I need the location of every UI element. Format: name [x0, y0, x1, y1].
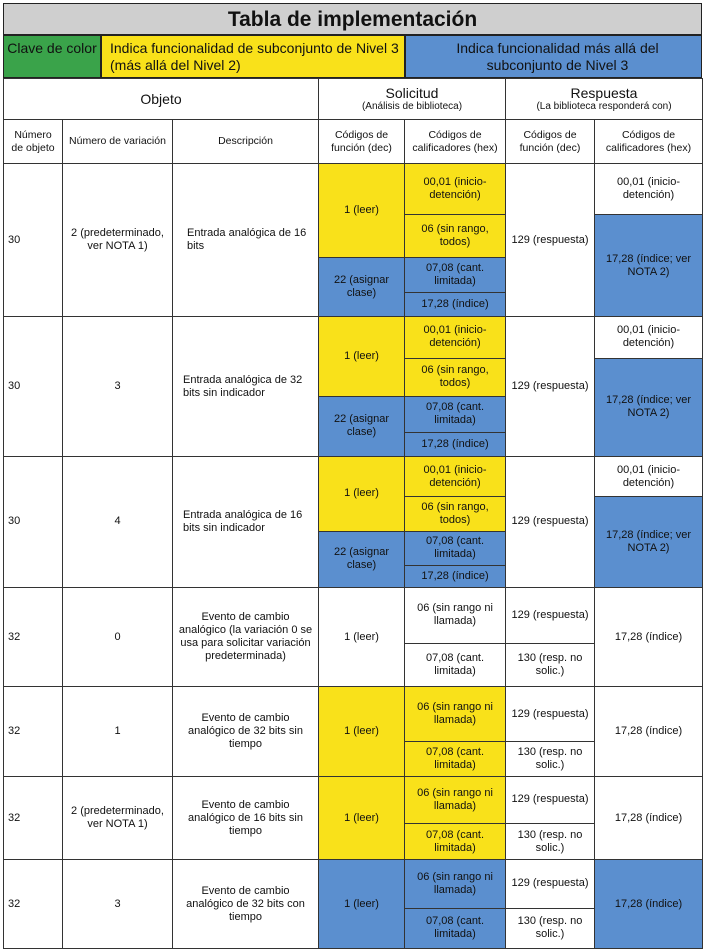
- header-req-qual: Códigos de calificadores (hex): [405, 120, 506, 164]
- cell-req-qual: 07,08 (cant. limitada): [405, 258, 506, 293]
- cell-var: 3: [63, 317, 173, 457]
- header-req-func: Códigos de función (dec): [319, 120, 405, 164]
- cell-resp-func: 129 (respuesta): [506, 687, 595, 741]
- implementation-table: [3, 78, 703, 949]
- cell-req-func: 1 (leer): [319, 317, 405, 396]
- header-descripcion: Descripción: [173, 120, 319, 164]
- cell-resp-func: 129 (respuesta): [506, 457, 595, 588]
- cell-req-qual: 06 (sin rango ni llamada): [405, 860, 506, 908]
- cell-req-qual: 07,08 (cant. limitada): [405, 908, 506, 948]
- cell-desc: Evento de cambio analógico (la variación 0 se usa para solicitar variación predeterminada): [173, 587, 319, 687]
- cell-req-qual: 07,08 (cant. limitada): [405, 741, 506, 776]
- cell-resp-qual: 17,28 (índice): [595, 587, 703, 687]
- cell-resp-func: 129 (respuesta): [506, 860, 595, 908]
- cell-req-qual: 17,28 (índice): [405, 432, 506, 456]
- cell-resp-func: 130 (resp. no solic.): [506, 824, 595, 860]
- header-solicitud-sub: (Análisis de biblioteca): [361, 100, 463, 112]
- header-num-variacion: Número de variación: [63, 120, 173, 164]
- cell-req-qual: 06 (sin rango, todos): [405, 214, 506, 257]
- cell-obj: 30: [4, 164, 63, 317]
- cell-desc: Evento de cambio analógico de 32 bits con tiempo: [173, 860, 319, 949]
- cell-req-qual: 06 (sin rango, todos): [405, 358, 506, 396]
- header-respuesta: [506, 79, 703, 120]
- cell-req-func: 1 (leer): [319, 164, 405, 258]
- cell-req-func: 1 (leer): [319, 457, 405, 531]
- cell-req-qual: 17,28 (índice): [405, 293, 506, 317]
- cell-desc: Evento de cambio analógico de 16 bits sin tiempo: [173, 776, 319, 859]
- cell-req-qual: 06 (sin rango ni llamada): [405, 776, 506, 823]
- cell-resp-qual: 17,28 (índice; ver NOTA 2): [595, 214, 703, 317]
- cell-resp-qual: 17,28 (índice): [595, 776, 703, 859]
- cell-req-qual: 00,01 (inicio-detención): [405, 317, 506, 358]
- cell-obj: 32: [4, 687, 63, 776]
- color-key-green: Clave de color: [3, 35, 101, 78]
- cell-req-func: 22 (asignar clase): [319, 531, 405, 587]
- header-objeto: Objeto: [4, 79, 319, 120]
- cell-req-qual: 07,08 (cant. limitada): [405, 396, 506, 432]
- cell-req-qual: 00,01 (inicio-detención): [405, 457, 506, 497]
- cell-obj: 32: [4, 587, 63, 687]
- cell-desc: Entrada analógica de 16 bits: [173, 164, 319, 317]
- cell-resp-qual: 17,28 (índice): [595, 860, 703, 949]
- cell-resp-func: 129 (respuesta): [506, 587, 595, 643]
- cell-desc: Evento de cambio analógico de 32 bits sin tiempo: [173, 687, 319, 776]
- cell-resp-qual: 17,28 (índice): [595, 687, 703, 776]
- cell-resp-qual: 17,28 (índice; ver NOTA 2): [595, 497, 703, 588]
- cell-var: 0: [63, 587, 173, 687]
- cell-obj: 30: [4, 457, 63, 588]
- cell-obj: 32: [4, 860, 63, 949]
- cell-req-qual: 07,08 (cant. limitada): [405, 644, 506, 687]
- cell-resp-qual: 00,01 (inicio-detención): [595, 317, 703, 358]
- cell-req-func: 1 (leer): [319, 587, 405, 687]
- cell-obj: 30: [4, 317, 63, 457]
- cell-desc: Entrada analógica de 32 bits sin indicador: [173, 317, 319, 457]
- cell-req-qual: 07,08 (cant. limitada): [405, 824, 506, 860]
- cell-req-qual: 06 (sin rango ni llamada): [405, 687, 506, 741]
- header-resp-qual: Códigos de calificadores (hex): [595, 120, 703, 164]
- cell-req-func: 1 (leer): [319, 687, 405, 776]
- cell-resp-qual: 00,01 (inicio-detención): [595, 457, 703, 497]
- cell-var: 2 (predeterminado, ver NOTA 1): [63, 164, 173, 317]
- header-num-objeto: Número de objeto: [4, 120, 63, 164]
- cell-resp-func: 130 (resp. no solic.): [506, 644, 595, 687]
- table-title: Tabla de implementación: [3, 3, 702, 35]
- cell-var: 2 (predeterminado, ver NOTA 1): [63, 776, 173, 859]
- cell-resp-func: 129 (respuesta): [506, 317, 595, 457]
- cell-req-qual: 06 (sin rango ni llamada): [405, 587, 506, 643]
- cell-req-func: 1 (leer): [319, 860, 405, 949]
- cell-var: 3: [63, 860, 173, 949]
- cell-var: 1: [63, 687, 173, 776]
- cell-desc: Entrada analógica de 16 bits sin indicador: [173, 457, 319, 588]
- cell-req-qual: 17,28 (índice): [405, 565, 506, 587]
- cell-resp-func: 129 (respuesta): [506, 164, 595, 317]
- cell-resp-func: 130 (resp. no solic.): [506, 908, 595, 948]
- header-solicitud-title: Solicitud: [385, 84, 439, 101]
- header-solicitud: [319, 79, 506, 120]
- cell-resp-qual: 00,01 (inicio-detención): [595, 164, 703, 214]
- cell-req-func: 1 (leer): [319, 776, 405, 859]
- cell-req-qual: 07,08 (cant. limitada): [405, 531, 506, 565]
- header-resp-func: Códigos de función (dec): [506, 120, 595, 164]
- header-respuesta-title: Respuesta: [570, 84, 638, 101]
- cell-obj: 32: [4, 776, 63, 859]
- cell-req-qual: 06 (sin rango, todos): [405, 497, 506, 531]
- cell-req-func: 22 (asignar clase): [319, 396, 405, 456]
- cell-resp-func: 130 (resp. no solic.): [506, 741, 595, 776]
- color-key-yellow: Indica funcionalidad de subconjunto de Nivel 3 (más allá del Nivel 2): [101, 35, 405, 78]
- cell-var: 4: [63, 457, 173, 588]
- color-key-blue: Indica funcionalidad más allá del subconjunto de Nivel 3: [405, 35, 702, 78]
- cell-resp-func: 129 (respuesta): [506, 776, 595, 823]
- cell-resp-qual: 17,28 (índice; ver NOTA 2): [595, 358, 703, 457]
- header-respuesta-sub: (La biblioteca responderá con): [536, 100, 672, 112]
- cell-req-qual: 00,01 (inicio-detención): [405, 164, 506, 214]
- cell-req-func: 22 (asignar clase): [319, 258, 405, 317]
